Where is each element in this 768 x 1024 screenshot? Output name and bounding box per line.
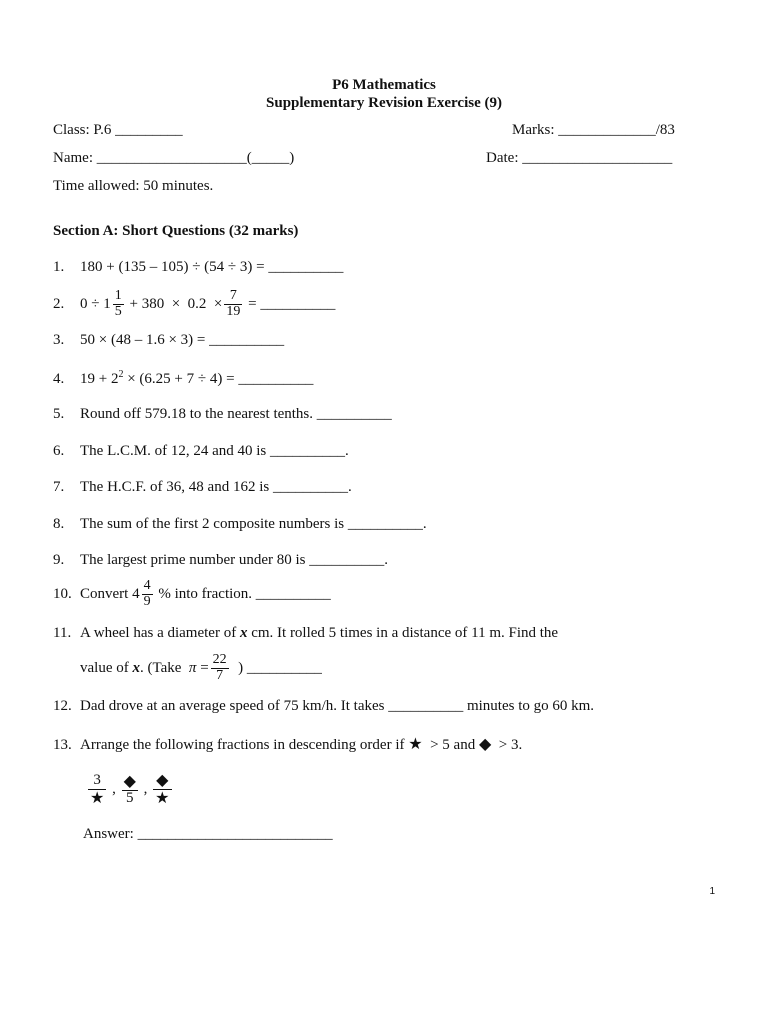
fraction-denominator: 5 [114, 304, 122, 320]
date-field: Date: ____________________ [486, 150, 673, 166]
question-number: 4. [53, 371, 65, 387]
question-text-mid: + 380 × 0.2 × [125, 296, 223, 312]
question-text-post: > 3. [491, 737, 523, 753]
question-text-mid: > 5 and [422, 737, 479, 753]
question-text: The L.C.M. of 12, 24 and 40 is __________. [80, 443, 349, 459]
fraction-denominator: 19 [226, 304, 241, 320]
class-field: Class: P.6 _________ [53, 122, 183, 138]
question-text: The sum of the first 2 composite numbers is __________. [80, 516, 427, 532]
question-8 [53, 516, 427, 533]
question-1 [53, 259, 343, 276]
question-number: 7. [53, 479, 65, 495]
question-6 [53, 443, 349, 460]
question-number: 8. [53, 516, 65, 532]
section-a-heading: Section A: Short Questions (32 marks) [53, 223, 299, 239]
question-number: 5. [53, 406, 65, 422]
question-number: 11. [53, 625, 72, 641]
question-2 [53, 288, 335, 320]
question-number: 12. [53, 698, 72, 714]
variable-x: x [239, 625, 248, 641]
fraction-3 [153, 772, 171, 807]
fraction [211, 653, 229, 683]
page-subtitle: Supplementary Revision Exercise (9) [266, 95, 502, 111]
fraction-1 [88, 773, 106, 807]
question-text: 180 + (135 – 105) ÷ (54 ÷ 3) = __________ [80, 259, 344, 275]
name-field: Name: ____________________(_____) [53, 150, 295, 166]
question-text-post: % into fraction. __________ [154, 586, 331, 602]
fraction-denominator: 5 [126, 789, 134, 806]
fraction-numerator: 7 [224, 289, 242, 305]
question-text: The H.C.F. of 36, 48 and 162 is __________. [80, 479, 352, 495]
page-title: P6 Mathematics [332, 77, 436, 93]
question-text-line1-pre: A wheel has a diameter of [80, 625, 240, 641]
fraction-denominator: 7 [216, 668, 224, 684]
diamond-icon: ◆ [478, 734, 492, 753]
equals-sign: = [196, 660, 209, 676]
marks-field: Marks: _____________/83 [512, 122, 675, 138]
diamond-icon: ◆ [153, 772, 171, 790]
answer-line: Answer: __________________________ [83, 826, 333, 842]
fraction-2 [122, 770, 138, 807]
question-text-pre: 19 + 2 [80, 371, 119, 387]
question-text-pre: Convert 4 [80, 586, 140, 602]
question-text-pre: 0 ÷ 1 [80, 296, 111, 312]
question-11-line-2 [80, 652, 322, 684]
question-5 [53, 406, 392, 423]
separator: , [112, 781, 116, 797]
star-icon: ★ [408, 734, 423, 753]
question-text-post: × (6.25 + 7 ÷ 4) = __________ [123, 371, 314, 387]
question-number: 2. [53, 296, 65, 312]
fraction-list [86, 771, 174, 807]
question-10 [53, 578, 331, 610]
mixed-fraction [113, 289, 124, 319]
pi-symbol: π [188, 660, 197, 676]
question-9 [53, 552, 388, 569]
fraction-numerator: 1 [114, 288, 122, 304]
fraction-denominator: 9 [143, 594, 151, 610]
question-number: 10. [53, 586, 72, 602]
fraction [224, 289, 242, 319]
page-number: 1 [709, 886, 715, 897]
question-12 [53, 698, 594, 715]
variable-x: x [132, 660, 140, 676]
star-icon: ★ [90, 787, 105, 807]
question-number: 1. [53, 259, 65, 275]
question-3 [53, 332, 284, 349]
time-allowed: Time allowed: 50 minutes. [53, 178, 214, 194]
fraction-numerator: 3 [88, 773, 106, 790]
question-7 [53, 479, 352, 496]
question-4 [53, 369, 313, 388]
diamond-icon: ◆ [123, 770, 136, 790]
question-text-line2-mid: . (Take [139, 660, 189, 676]
fraction-numerator: 4 [143, 578, 151, 594]
question-number: 3. [53, 332, 65, 348]
question-text: Dad drove at an average speed of 75 km/h. It takes __________ minutes to go 60 km. [80, 698, 595, 714]
question-number: 9. [53, 552, 65, 568]
question-text: Round off 579.18 to the nearest tenths. __________ [80, 406, 392, 422]
question-text-post: = __________ [244, 296, 336, 312]
question-13 [53, 734, 522, 754]
question-text-line1-post: cm. It rolled 5 times in a distance of 11 m. Find the [247, 625, 559, 641]
exponent: 2 [118, 369, 124, 380]
fraction-numerator: 22 [212, 652, 227, 668]
question-text-line2-pre: value of [80, 660, 133, 676]
question-text: 50 × (48 – 1.6 × 3) = __________ [80, 332, 285, 348]
mixed-fraction [142, 579, 153, 609]
separator: , [143, 781, 148, 797]
question-text-pre: Arrange the following fractions in descending order if [80, 737, 409, 753]
question-text: The largest prime number under 80 is __________. [80, 552, 388, 568]
question-11 [53, 625, 558, 642]
question-number: 13. [53, 737, 72, 753]
star-icon: ★ [155, 788, 170, 808]
question-text-line2-post: ) __________ [230, 660, 322, 676]
question-number: 6. [53, 443, 65, 459]
